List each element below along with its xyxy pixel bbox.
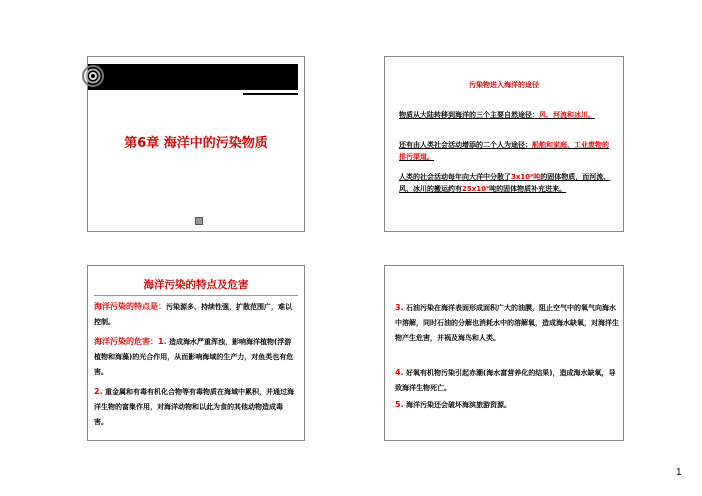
highlight-text: 风、河流和冰川。 (539, 111, 595, 119)
paragraph-harm-2 (94, 384, 296, 430)
paragraph-text: 造成海水严重浑浊，影响海洋植物(浮游植物和海藻)的光合作用，从而影响海域的生产力，对鱼类也有危害。 (94, 338, 294, 376)
paragraph-text: 还有由人类社会活动增添的二个人为途径： (399, 141, 532, 149)
paragraph-natural-routes (399, 109, 611, 121)
divider (94, 295, 298, 296)
paragraph-human-routes (399, 139, 611, 163)
item-number: 3. (395, 303, 404, 312)
underline-decoration (243, 93, 298, 95)
paragraph-text: 好氧有机物污染引起赤潮(海水富营养化的结果)，造成海水缺氧，导致海洋生物死亡。 (395, 369, 616, 392)
paragraph-text: 海洋污染还会破坏海滨旅游资源。 (406, 401, 512, 409)
paragraph-text: 石油污染在海洋表面形成面积广大的油膜，阻止空气中的氧气向海水中溶解，同时石油的分解也消耗水中的溶解氧，造成海水缺氧，对海洋生物产生危害，并祸及海鸟和人类。 (395, 304, 619, 342)
paragraph-harm-3 (395, 300, 621, 346)
item-number: 2. (94, 387, 103, 396)
slide-title: 海洋污染的特点及危害 (143, 279, 249, 291)
paragraph-text: 污染源多、持续性强，扩散范围广，难以控制。 (94, 303, 292, 326)
slide-indicator-square (195, 217, 203, 225)
spiral-logo-icon (82, 61, 104, 91)
paragraph-quantities (399, 171, 611, 195)
page-number: 1 (676, 467, 682, 478)
highlight-text: 25x10⁹ (462, 185, 490, 193)
lead-text: 海洋污染的危害： (94, 337, 158, 346)
paragraph-harm-4 (395, 365, 621, 396)
paragraph-text: 人类的社会活动每年向大洋中分散了 (399, 173, 511, 181)
slide-2 (384, 56, 624, 232)
lead-text: 海洋污染的特点是： (94, 302, 166, 311)
title-bar-decoration (88, 64, 298, 90)
paragraph-text: 物质从大陆转移到海洋的三个主要自然途径： (399, 111, 539, 119)
slide-3 (87, 265, 305, 441)
slide-title: 污染物进入海洋的途径 (469, 81, 539, 89)
item-number: 4. (395, 368, 404, 377)
slide-4 (384, 265, 624, 441)
item-number: 5. (395, 400, 404, 409)
slide-1 (87, 56, 305, 232)
paragraph-harm-1 (94, 334, 296, 380)
item-number: 1. (158, 337, 167, 346)
highlight-text: 3x10⁹吨 (511, 173, 541, 181)
paragraph-harm-5 (395, 397, 621, 413)
paragraph-text: 重金属和有毒有机化合物等有毒物质在海域中累积，并通过海洋生物的富集作用，对海洋动物和以此为食的其他动物造成毒害。 (94, 388, 295, 426)
paragraph-characteristics (94, 299, 296, 330)
paragraph-text: 的固体物质，而河流、风、冰川的搬运约有 (399, 173, 611, 193)
highlight-text: 船舶和家庭、工业废物的排污渠道。 (399, 141, 609, 161)
chapter-title: 第6章 海洋中的污染物质 (124, 136, 268, 151)
paragraph-text: 吨的固体物质补充进来。 (489, 185, 567, 193)
